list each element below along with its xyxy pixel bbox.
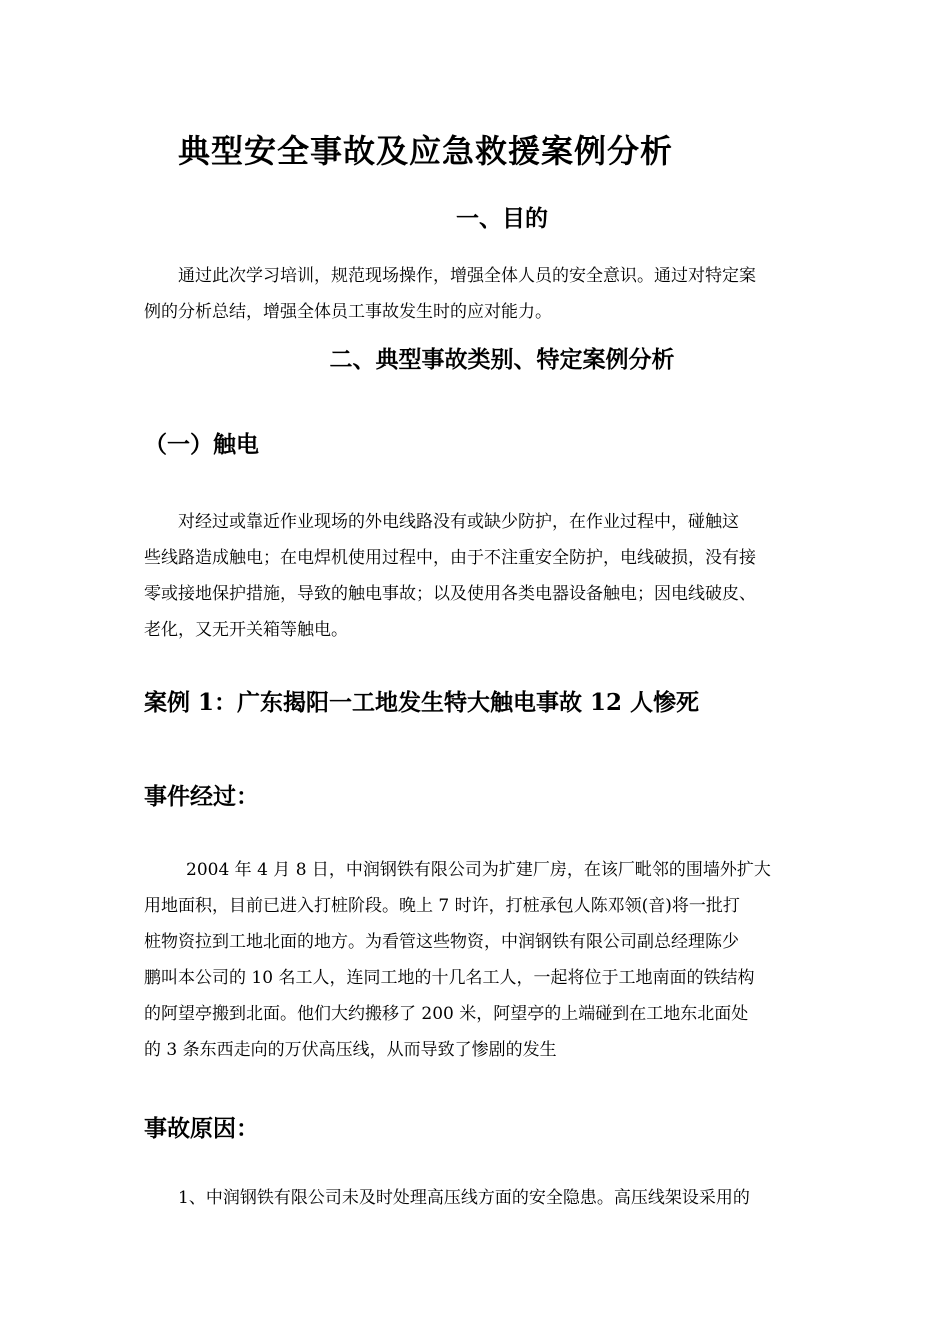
subsection-heading-electrocution: （一）触电	[144, 431, 259, 458]
event-heading: 事件经过：	[144, 783, 259, 810]
paragraph-line: 零或接地保护措施，导致的触电事故；以及使用各类电器设备触电；因电线破皮、	[144, 584, 756, 604]
event-paragraph	[144, 852, 771, 1068]
paragraph-line: 1、中润钢铁有限公司未及时处理高压线方面的安全隐患。高压线架设采用的	[178, 1188, 750, 1208]
paragraph-line: 的阿望亭搬到北面。他们大约搬移了 200 米，阿望亭的上端碰到在工地东北面处	[144, 1004, 749, 1024]
paragraph-line: 通过此次学习培训，规范现场操作，增强全体人员的安全意识。通过对特定案	[178, 266, 756, 286]
case-heading: 案例 1：广东揭阳一工地发生特大触电事故 12 人惨死	[144, 689, 700, 716]
paragraph-line: 的 3 条东西走向的万伏高压线，从而导致了惨剧的发生	[144, 1040, 557, 1060]
section-heading-case-analysis: 二、典型事故类别、特定案例分析	[329, 346, 675, 373]
paragraph-line: 2004 年 4 月 8 日，中润钢铁有限公司为扩建厂房，在该厂毗邻的围墙外扩大	[186, 860, 771, 880]
cause-paragraph	[144, 1180, 750, 1216]
section-heading-purpose: 一、目的	[456, 205, 548, 232]
cause-heading: 事故原因：	[144, 1115, 259, 1142]
paragraph-line: 鹏叫本公司的 10 名工人，连同工地的十几名工人，一起将位于工地南面的铁结构	[144, 968, 755, 988]
paragraph-line: 老化，又无开关箱等触电。	[144, 620, 348, 640]
paragraph-line: 桩物资拉到工地北面的地方。为看管这些物资，中润钢铁有限公司副总经理陈少	[144, 932, 739, 952]
paragraph-line: 对经过或靠近作业现场的外电线路没有或缺少防护，在作业过程中，碰触这	[178, 512, 739, 532]
paragraph-line: 用地面积，目前已进入打桩阶段。晚上 7 时许，打桩承包人陈邓领(音)将一批打	[144, 896, 740, 916]
paragraph-line: 例的分析总结，增强全体员工事故发生时的应对能力。	[144, 302, 552, 322]
electrocution-paragraph	[144, 504, 756, 648]
purpose-paragraph	[144, 258, 756, 330]
document-title: 典型安全事故及应急救援案例分析	[178, 132, 674, 170]
paragraph-line: 些线路造成触电；在电焊机使用过程中，由于不注重安全防护，电线破损，没有接	[144, 548, 756, 568]
